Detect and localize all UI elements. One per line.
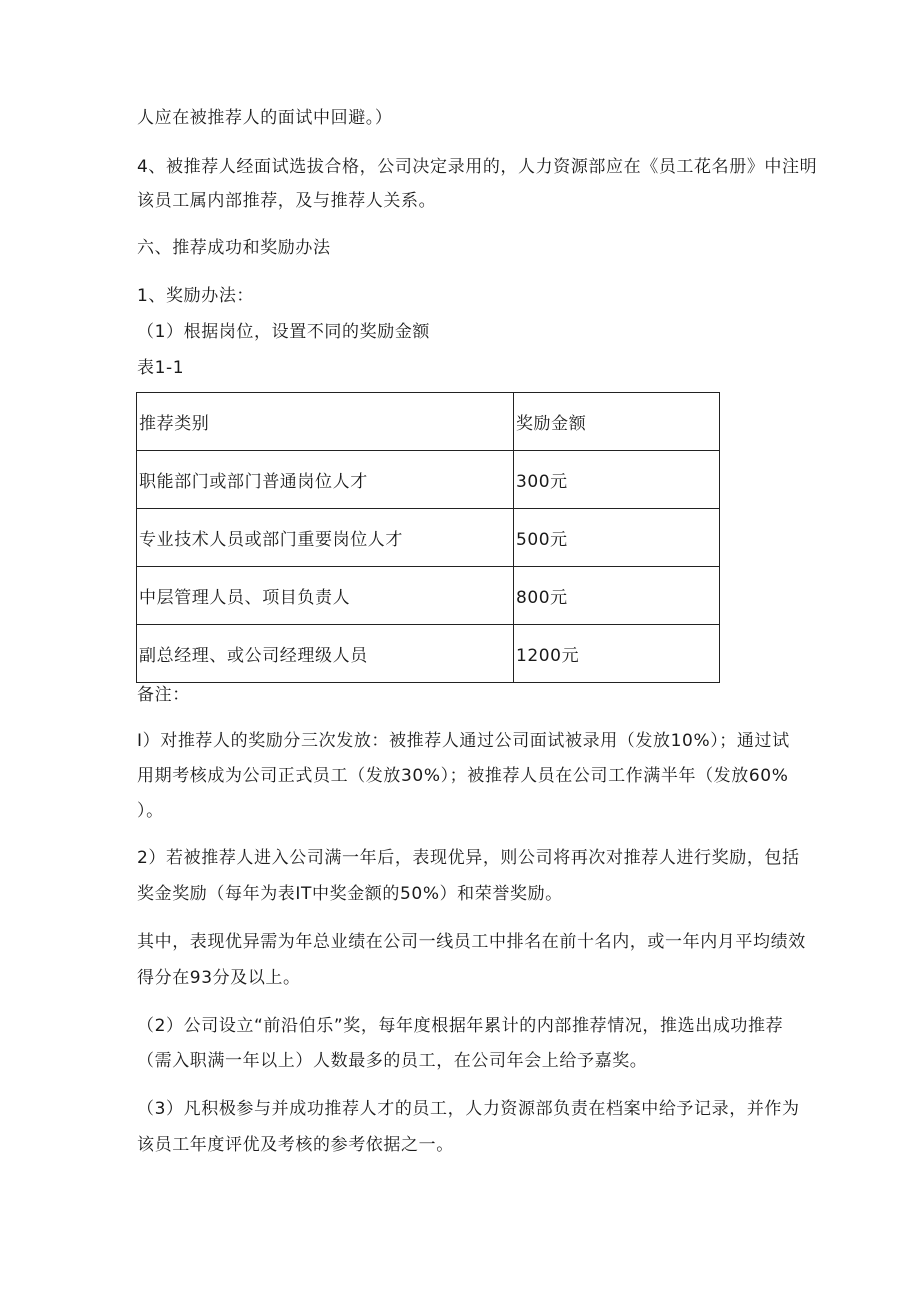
text-line: （1）根据岗位，设置不同的奖励金额 (137, 322, 431, 342)
table-cell: 职能部门或部门普通岗位人才 (137, 451, 514, 509)
text-line: 该员工年度评优及考核的参考依据之一。 (137, 1135, 454, 1155)
table-row (137, 509, 720, 567)
text-line: ）。 (137, 801, 164, 821)
text-line: 用期考核成为公司正式员工（发放30%）；被推荐人员在公司工作满半年（发放60% (137, 766, 789, 786)
section-heading: 六、推荐成功和奖励办法 (137, 238, 331, 258)
text-line: I）对推荐人的奖励分三次发放：被推荐人通过公司面试被录用（发放10%）；通过试 (137, 731, 790, 751)
table-cell: 1200元 (513, 625, 719, 683)
text-line: 得分在93分及以上。 (137, 968, 301, 988)
reward-table (136, 392, 720, 683)
text-line: （3）凡积极参与并成功推荐人才的员工，人力资源部负责在档案中给予记录，并作为 (137, 1099, 800, 1119)
table-caption: 表1-1 (137, 358, 185, 378)
text-line: 该员工属内部推荐，及与推荐人关系。 (137, 191, 437, 211)
table-row (137, 451, 720, 509)
text-line: 奖金奖励（每年为表IT中奖金额的50%）和荣誉奖励。 (137, 884, 563, 904)
table-row (137, 567, 720, 625)
table-header-cell: 奖励金额 (513, 393, 719, 451)
sub-heading: 1、奖励办法： (137, 286, 255, 306)
text-line: 2）若被推荐人进入公司满一年后，表现优异，则公司将再次对推荐人进行奖励，包括 (137, 848, 800, 868)
table-header-row (137, 393, 720, 451)
table-cell: 副总经理、或公司经理级人员 (137, 625, 514, 683)
table-cell: 300元 (513, 451, 719, 509)
note-heading: 备注： (137, 685, 190, 705)
text-line: （需入职满一年以上）人数最多的员工，在公司年会上给予嘉奖。 (137, 1051, 648, 1071)
table-cell: 500元 (513, 509, 719, 567)
text-line: 其中，表现优异需为年总业绩在公司一线员工中排名在前十名内，或一年内月平均绩效 (137, 932, 806, 952)
table-row (137, 625, 720, 683)
text-line: （2）公司设立“前沿伯乐”奖，每年度根据年累计的内部推荐情况，推选出成功推荐 (137, 1016, 784, 1036)
table-header-cell: 推荐类别 (137, 393, 514, 451)
text-line: 人应在被推荐人的面试中回避。） (137, 108, 393, 128)
table-cell: 中层管理人员、项目负责人 (137, 567, 514, 625)
table-cell: 专业技术人员或部门重要岗位人才 (137, 509, 514, 567)
table-cell: 800元 (513, 567, 719, 625)
text-line: 4、被推荐人经面试选拔合格，公司决定录用的，人力资源部应在《员工花名册》中注明 (137, 157, 818, 177)
